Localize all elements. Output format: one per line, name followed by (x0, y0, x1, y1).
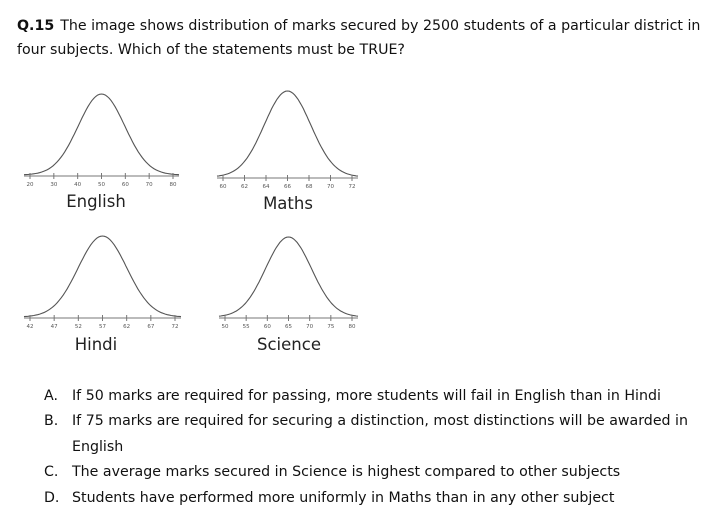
option-c[interactable] (44, 460, 712, 485)
tick-label: 42 (26, 324, 34, 330)
tick-label: 60 (263, 324, 271, 330)
option-letter: B. (44, 413, 59, 430)
tick-label: 40 (74, 182, 82, 188)
tick-label: 60 (219, 184, 227, 190)
maths-chart (217, 91, 358, 213)
tick-label: 62 (123, 324, 131, 330)
option-letter: D. (44, 489, 60, 506)
option-text: The average marks secured in Science is highest compared to other subjects (72, 464, 621, 481)
tick-label: 47 (50, 324, 58, 330)
tick-label: 50 (98, 182, 105, 188)
chart-title: English (66, 192, 126, 211)
tick-label: 75 (327, 324, 335, 330)
options-list (44, 384, 712, 511)
chart-title: Hindi (74, 335, 118, 354)
tick-label: 57 (99, 324, 106, 330)
option-text: Students have performed more uniformly in Maths than in any other subject (72, 489, 615, 506)
chart-title: Science (257, 335, 321, 354)
distribution-curve (24, 94, 179, 175)
tick-label: 62 (241, 184, 248, 190)
tick-label: 66 (284, 184, 291, 190)
option-text: If 75 marks are required for securing a distinction, most distinctions will be awarded in English (72, 413, 688, 455)
option-text: If 50 marks are required for passing, more students will fail in English than in Hindi (72, 388, 661, 404)
science-chart (219, 237, 358, 354)
question-body: The image shows distribution of marks secured by 2500 students of a particular district in four subjects. Which of the statements must be TRUE? (17, 18, 701, 58)
hindi-chart (24, 236, 181, 354)
tick-label: 80 (348, 324, 356, 330)
option-letter: A. (44, 388, 58, 404)
english-chart (24, 94, 179, 211)
tick-label: 80 (169, 182, 177, 188)
distribution-curve (24, 236, 181, 317)
tick-label: 70 (327, 184, 334, 190)
tick-label: 64 (262, 184, 270, 190)
option-letter: C. (44, 464, 59, 481)
tick-label: 72 (348, 184, 356, 190)
tick-label: 70 (306, 324, 314, 330)
tick-label: 30 (50, 182, 58, 188)
tick-label: 70 (145, 182, 153, 188)
tick-label: 55 (242, 324, 250, 330)
distribution-curve (219, 237, 358, 316)
tick-label: 67 (147, 324, 155, 330)
option-a[interactable] (44, 384, 712, 409)
tick-label: 60 (121, 182, 129, 188)
tick-label: 20 (26, 182, 34, 188)
chart-title: Maths (263, 194, 313, 213)
tick-label: 68 (305, 184, 313, 190)
tick-label: 72 (171, 324, 179, 330)
tick-label: 65 (285, 324, 292, 330)
tick-label: 50 (221, 324, 229, 330)
distribution-curve (217, 91, 358, 176)
option-d[interactable] (44, 486, 712, 511)
option-b[interactable] (44, 409, 712, 460)
tick-label: 52 (74, 324, 82, 330)
question-number: Q.15 (17, 18, 55, 34)
